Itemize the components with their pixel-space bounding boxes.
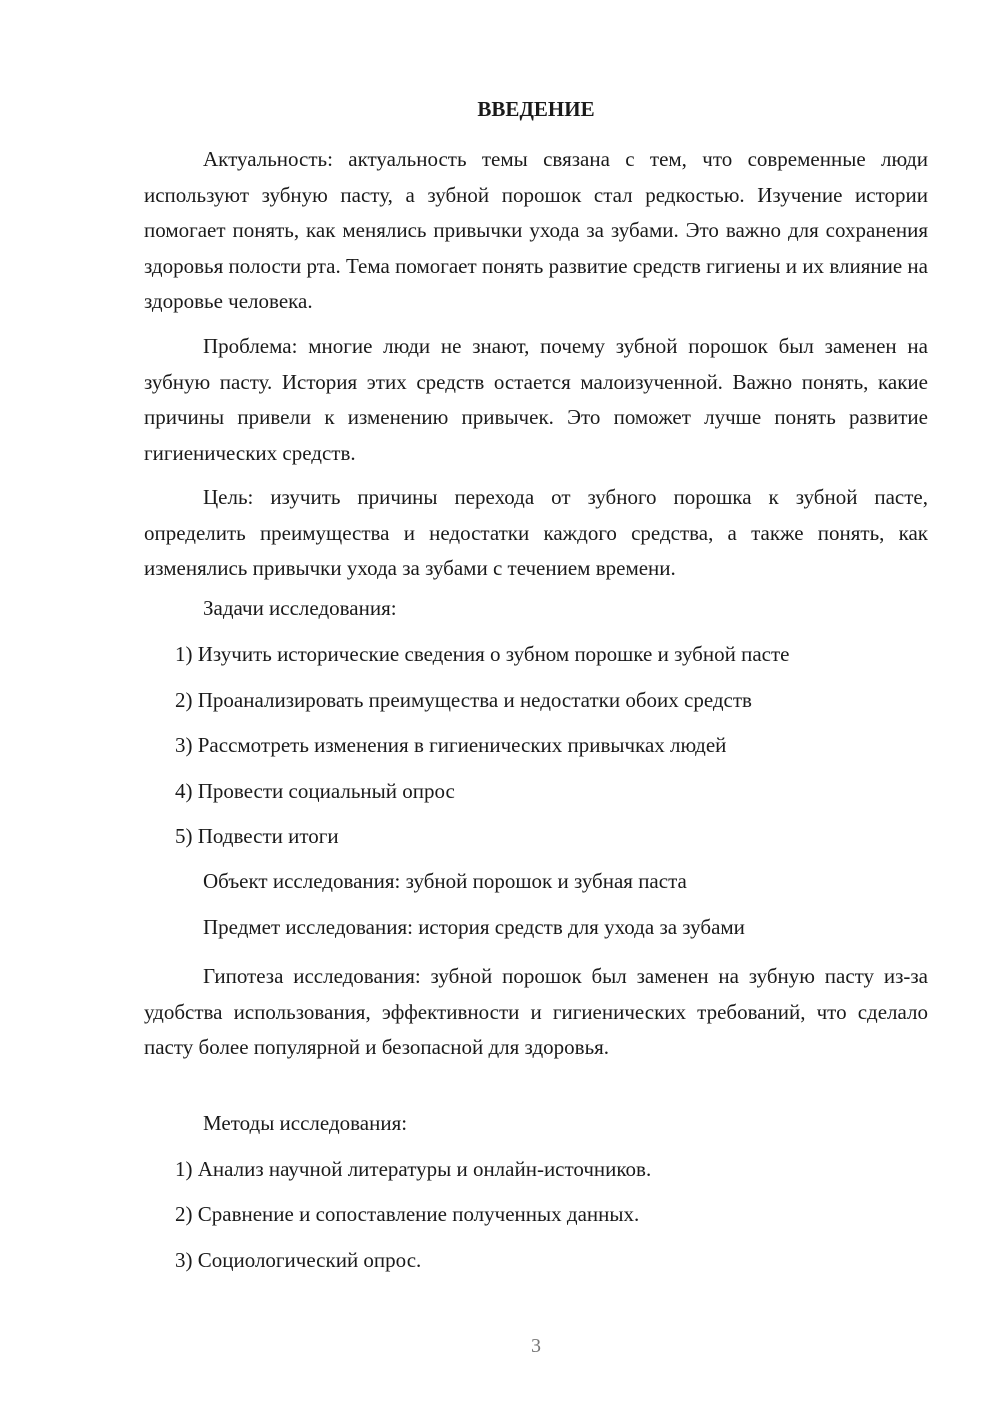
hypothesis-paragraph: Гипотеза исследования: зубной порошок был заменен на зубную пасту из-за удобства использования, эффективности и гигиенических требований, что сделало пасту более популярной и безопасной для здоровья. [144, 964, 928, 1059]
tasks-heading: Задачи исследования: [203, 596, 397, 620]
methods-heading: Методы исследования: [203, 1111, 408, 1135]
task-item-5: 5) Подвести итоги [175, 824, 339, 848]
task-item-2: 2) Проанализировать преимущества и недостатки обоих средств [175, 688, 752, 712]
method-item-3: 3) Социологический опрос. [175, 1248, 422, 1272]
research-object: Объект исследования: зубной порошок и зубная паста [203, 869, 687, 893]
method-item-1: 1) Анализ научной литературы и онлайн-источников. [175, 1157, 652, 1181]
research-subject: Предмет исследования: история средств для ухода за зубами [203, 915, 745, 939]
task-item-3: 3) Рассмотреть изменения в гигиенических привычках людей [175, 733, 727, 757]
task-item-4: 4) Провести социальный опрос [175, 779, 455, 803]
problem-paragraph: Проблема: многие люди не знают, почему зубной порошок был заменен на зубную пасту. История этих средств остается малоизученной. Важно понять, какие причины привели к изменению привычек. Это поможет лучше понять развитие гигиенических средств. [144, 334, 928, 465]
relevance-paragraph: Актуальность: актуальность темы связана с тем, что современные люди используют зубную пасту, а зубной порошок стал редкостью. Изучение истории помогает понять, как менялись привычки ухода за зубами. Это важно для сохранения здоровья полости рта. Тема помогает понять развитие средств гигиены и их влияние на здоровье человека. [144, 147, 928, 313]
method-item-2: 2) Сравнение и сопоставление полученных данных. [175, 1202, 640, 1226]
page-title: ВВЕДЕНИЕ [477, 97, 595, 121]
page-number: 3 [531, 1335, 541, 1357]
goal-paragraph: Цель: изучить причины перехода от зубного порошка к зубной пасте, определить преимущества и недостатки каждого средства, а также понять, как изменялись привычки ухода за зубами с течением времени. [144, 485, 928, 580]
task-item-1: 1) Изучить исторические сведения о зубном порошке и зубной пасте [175, 642, 790, 666]
